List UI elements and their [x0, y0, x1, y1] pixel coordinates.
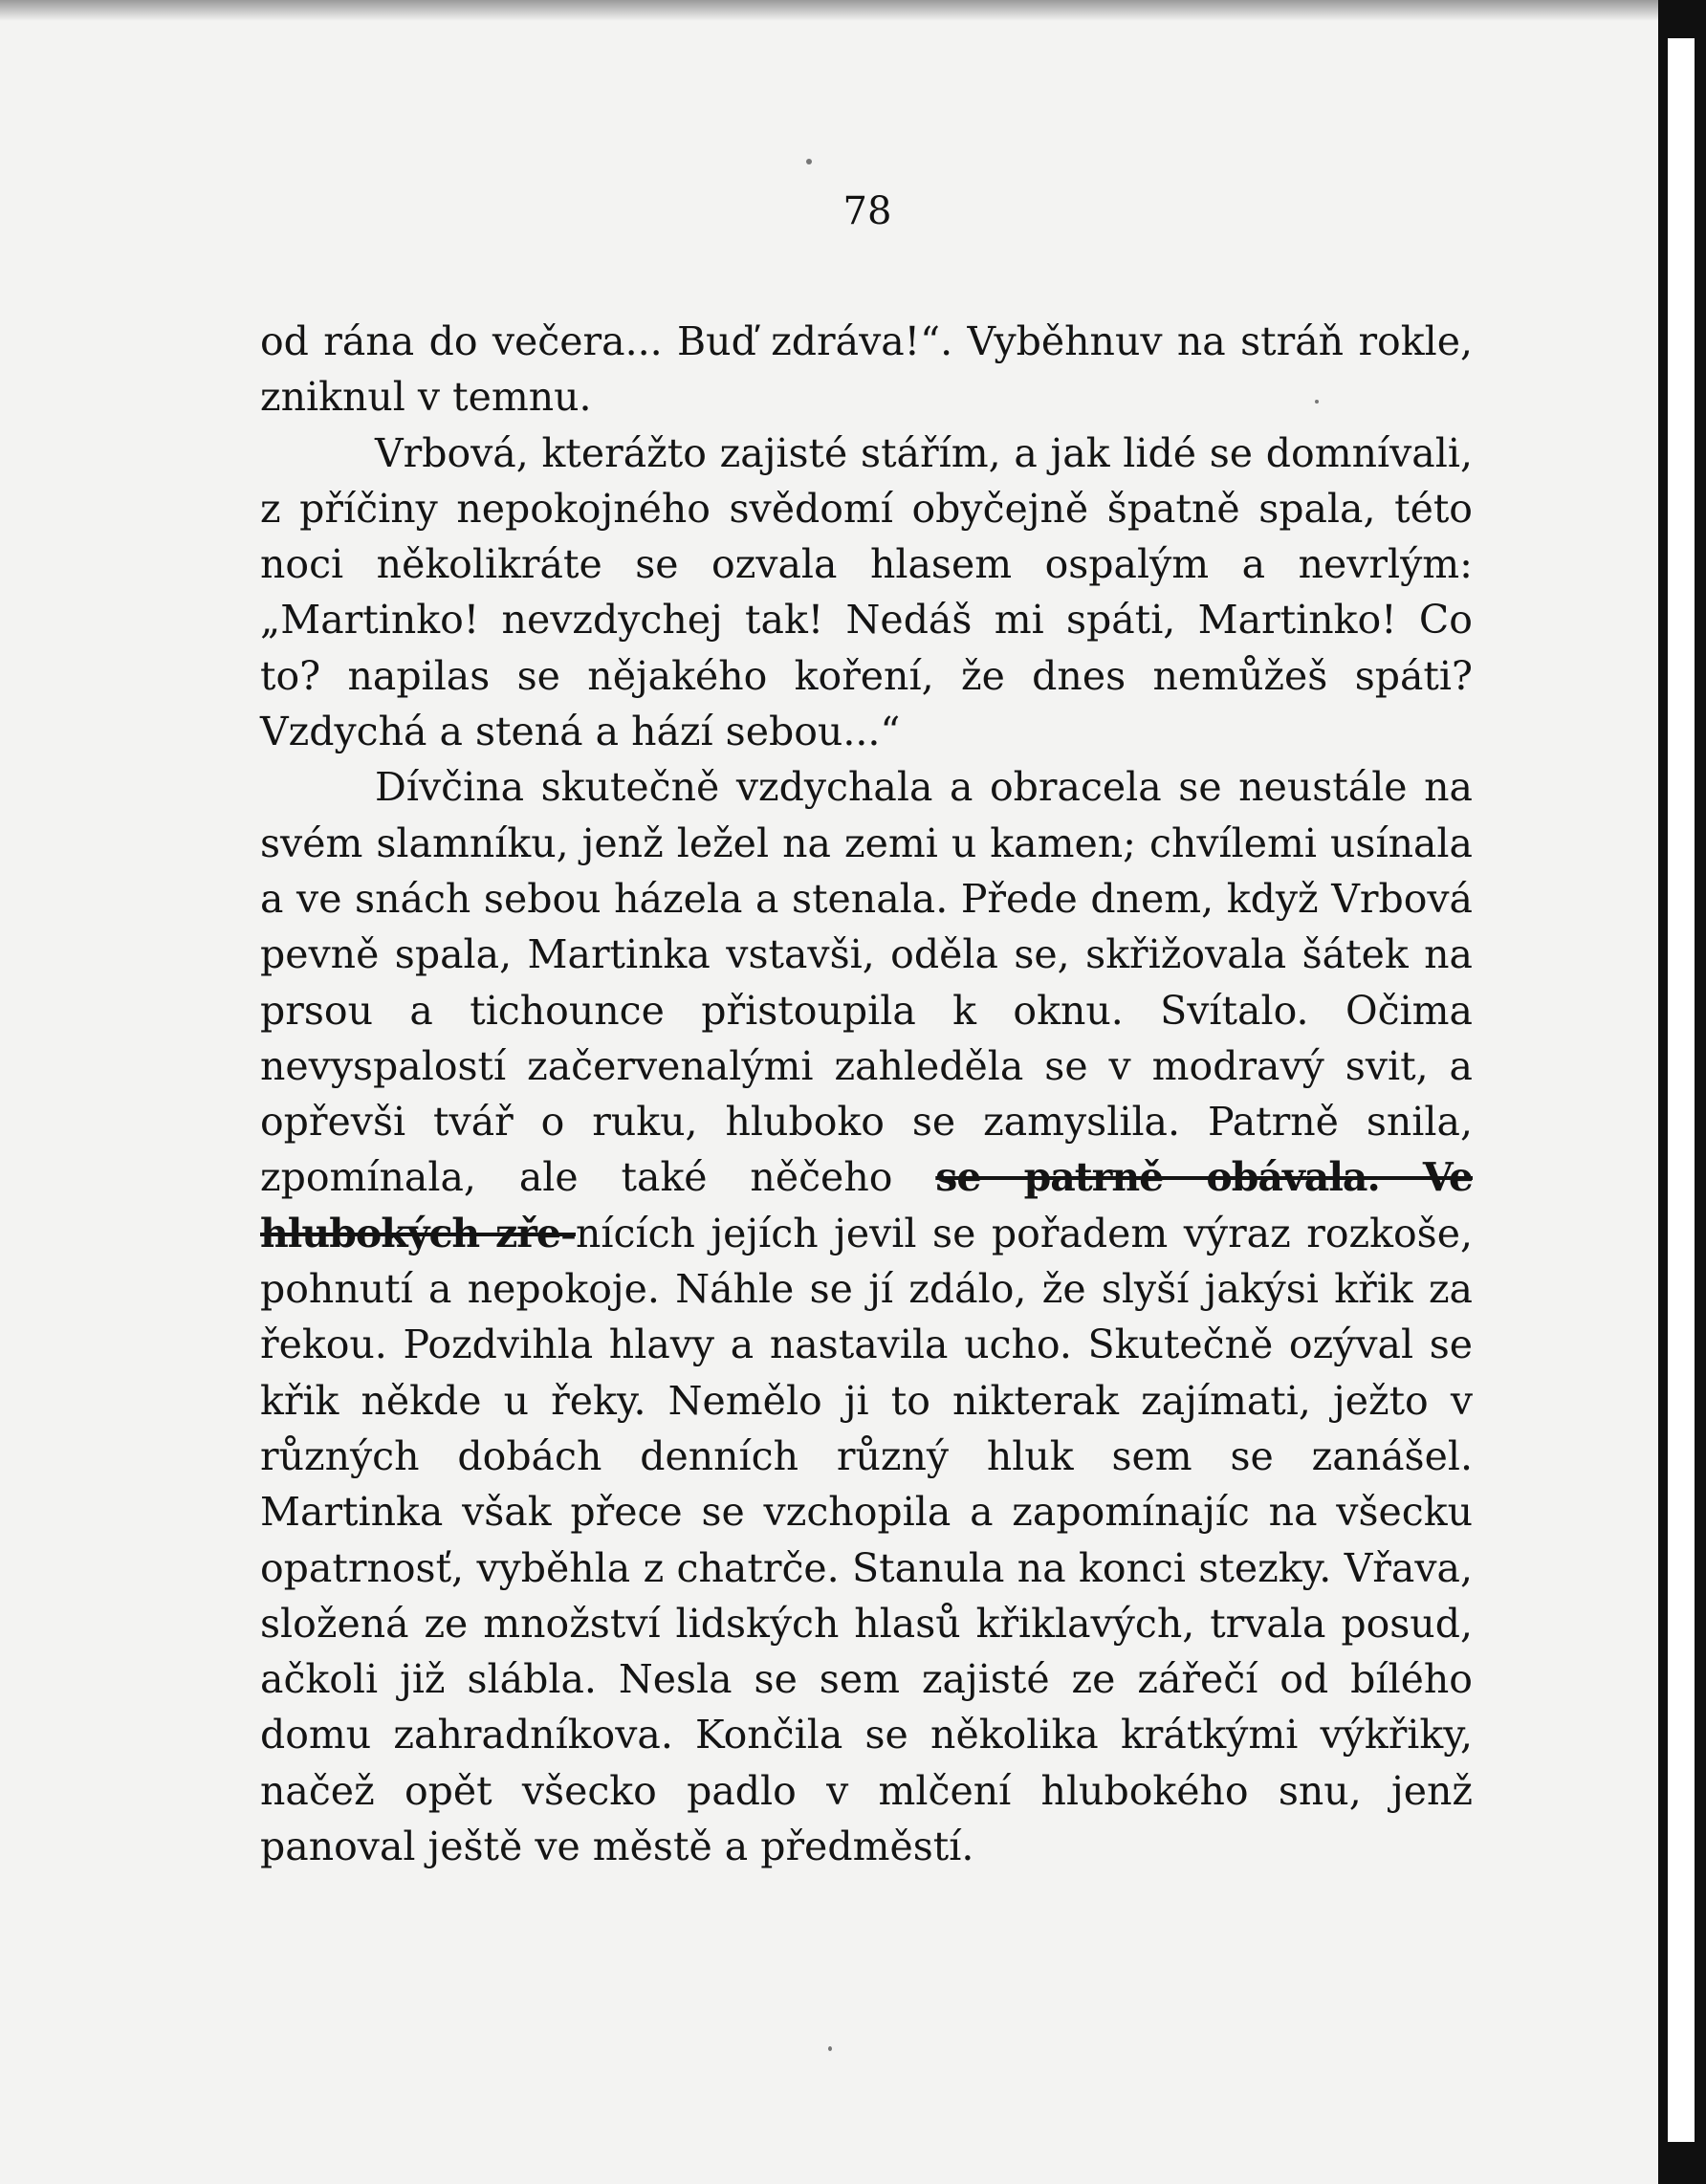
ink-blotted-text: se patrně obávala. Ve hlubokých zře-: [260, 1154, 1473, 1256]
scan-speck: [806, 159, 812, 164]
paragraph-3-after-blot: nících jejích jevil se pořadem výraz rozkoše, pohnutí a nepokoje. Náhle se jí zdálo, že slyší jakýsi křik za řekou. Pozdvihla hlavy a nastavila ucho. Skutečně ozýval se křik někde u řeky. Nemělo ji to nikterak zajímati, ježto v různých dobách denních různý hluk sem se zanášel. Martinka však přece se vzchopila a zapomínajíc na všecku opatrnosť, vyběhla z chatrče. Stanula na konci stezky. Vřava, složená ze množství lidských hlasů křiklavých, trvala posud, ačkoli již slábla. Nesla se sem zajisté ze zářečí od bílého domu zahradníkova. Končila se několika krátkými výkřiky, načež opět všecko padlo v mlčení hlubokého snu, jenž panoval ještě ve městě a předměstí.: [260, 1210, 1473, 1870]
scan-right-border-inner: [1668, 38, 1695, 2142]
scan-speck: [828, 2046, 832, 2051]
body-text: [260, 314, 1473, 1874]
scan-right-border: [1658, 0, 1706, 2184]
scan-top-shadow: [0, 0, 1664, 21]
paragraph-2: Vrbová, kterážto zajisté stářím, a jak lidé se domnívali, z příčiny nepokojného svědomí obyčejně špatně spala, této noci několikráte se ozvala hlasem ospalým a nevrlým: „Martinko! nevzdychej tak! Nedáš mi spáti, Martinko! Co to? napilas se nějakého koření, že dnes nemůžeš spáti? Vzdychá a stená a hází sebou...“: [260, 429, 1473, 755]
paragraph-3-before-blot: Dívčina skutečně vzdychala a obracela se neustále na svém slamníku, jenž ležel na zemi u kamen; chvílemi usínala a ve snách sebou házela a stenala. Přede dnem, když Vrbová pevně spala, Martinka vstavši, oděla se, skřižovala šátek na prsou a tichounce přistoupila k oknu. Svítalo. Očima nevyspalostí začervenalými zahleděla se v modravý svit, a opřevši tvář o ruku, hluboko se zamyslila. Patrně snila, zpomínala, ale také něčeho: [260, 764, 1473, 1201]
page-number: 78: [842, 189, 892, 233]
paragraph-1: od rána do večera... Buď zdráva!“. Vyběhnuv na stráň rokle, zniknul v temnu.: [260, 318, 1473, 421]
paragraph-3: [260, 759, 1473, 1874]
